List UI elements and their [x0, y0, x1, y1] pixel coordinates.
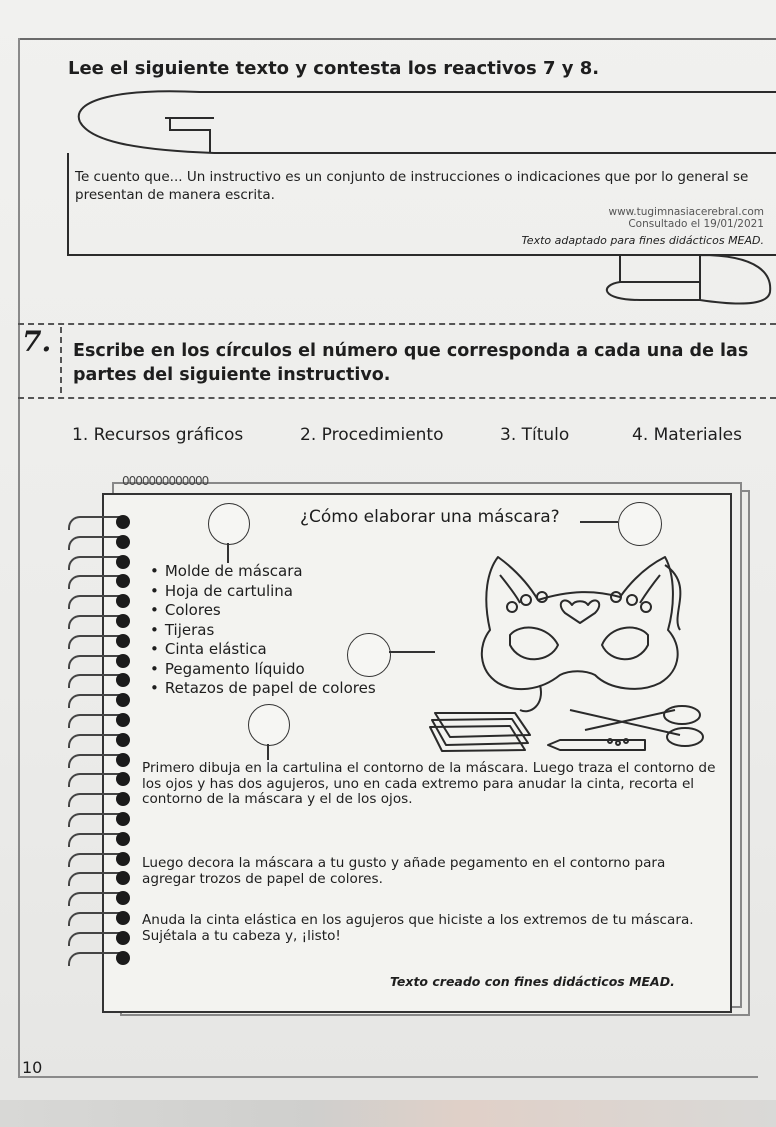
- question-box: [18, 323, 776, 399]
- crayon: [548, 740, 645, 750]
- ring-wire: [68, 872, 120, 886]
- procedure-step-3: Anuda la cinta elástica en los agujeros que hiciste a los extremos de tu máscara. Sujétala a tu cabeza y, ¡listo!: [142, 912, 694, 944]
- mask-illustration: [420, 545, 710, 760]
- spiral-ring: [68, 593, 138, 613]
- spiral-ring: [68, 712, 138, 732]
- mask-heart: [561, 600, 599, 623]
- source-url: www.tugimnasiacerebral.com: [608, 206, 764, 218]
- ring-hole: [116, 535, 130, 549]
- ring-wire: [68, 575, 120, 589]
- ring-wire: [68, 556, 120, 570]
- ring-wire: [68, 714, 120, 728]
- spiral-ring: [68, 554, 138, 574]
- scroll-banner: [0, 0, 776, 320]
- ring-wire: [68, 932, 120, 946]
- instructive-title: ¿Cómo elaborar una máscara?: [300, 507, 560, 527]
- spiral-ring: [68, 752, 138, 772]
- source-block: [608, 206, 764, 230]
- ring-hole: [116, 713, 130, 727]
- option-2: 2. Procedimiento: [300, 425, 444, 445]
- question-text: Escribe en los círculos el número que corresponda a cada una de las partes del siguiente instructivo.: [73, 341, 749, 385]
- ring-hole: [116, 891, 130, 905]
- answer-circle-procedure[interactable]: [248, 704, 290, 746]
- material-item: • Tijeras: [150, 621, 376, 641]
- mask-left-eye: [510, 628, 558, 660]
- material-item: • Molde de máscara: [150, 562, 376, 582]
- spiral-ring: [68, 573, 138, 593]
- ring-wire: [68, 674, 120, 688]
- ring-wire: [68, 773, 120, 787]
- spiral-ring: [68, 870, 138, 890]
- credit-note: Texto creado con fines didácticos MEAD.: [390, 974, 675, 989]
- spiral-ring: [68, 950, 138, 970]
- ring-hole: [116, 515, 130, 529]
- spiral-ring: [68, 851, 138, 871]
- spiral-ring: [68, 930, 138, 950]
- ring-hole: [116, 733, 130, 747]
- ring-wire: [68, 793, 120, 807]
- material-item: • Retazos de papel de colores: [150, 679, 376, 699]
- ring-wire: [68, 813, 120, 827]
- spiral-ring: [68, 831, 138, 851]
- circle-connector: [267, 744, 269, 760]
- ring-wire: [68, 655, 120, 669]
- spiral-ring: [68, 672, 138, 692]
- ring-hole: [116, 594, 130, 608]
- ring-wire: [68, 595, 120, 609]
- ring-hole: [116, 693, 130, 707]
- option-1: 1. Recursos gráficos: [72, 425, 244, 445]
- material-item: • Hoja de cartulina: [150, 582, 376, 602]
- option-4: 4. Materiales: [632, 425, 743, 445]
- ring-hole: [116, 951, 130, 965]
- ring-hole: [116, 852, 130, 866]
- ring-hole: [116, 812, 130, 826]
- spiral-ring: [68, 613, 138, 633]
- consulted-date: Consultado el 19/01/2021: [628, 218, 764, 230]
- mask-right-eye: [602, 628, 648, 660]
- circle-connector: [227, 543, 229, 563]
- spiral-ring: [68, 771, 138, 791]
- ring-hole: [116, 753, 130, 767]
- spiral-ring: [68, 890, 138, 910]
- ring-wire: [68, 892, 120, 906]
- circle-connector: [580, 521, 618, 523]
- spiral-ring: [68, 692, 138, 712]
- material-item: • Cinta elástica: [150, 640, 376, 660]
- ring-hole: [116, 911, 130, 925]
- spiral-ring: [68, 791, 138, 811]
- materials-list: [150, 562, 376, 699]
- notebook-top-spiral: 0000000000000: [122, 474, 209, 488]
- background-below-page: [0, 1100, 776, 1127]
- ring-wire: [68, 516, 120, 530]
- ring-wire: [68, 615, 120, 629]
- spiral-ring: [68, 633, 138, 653]
- material-item: • Pegamento líquido: [150, 660, 376, 680]
- cat-ear-inner-left: [500, 575, 520, 603]
- cat-ear-inner-right: [640, 575, 660, 603]
- ring-wire: [68, 833, 120, 847]
- material-item: • Colores: [150, 601, 376, 621]
- procedure-step-2: Luego decora la máscara a tu gusto y añade pegamento en el contorno para agregar trozos de papel de colores.: [142, 855, 666, 887]
- page-number: 10: [22, 1058, 43, 1077]
- ring-wire: [68, 734, 120, 748]
- spiral-ring: [68, 910, 138, 930]
- ring-wire: [68, 912, 120, 926]
- procedure-step-1: Primero dibuja en la cartulina el contorno de la máscara. Luego traza el contorno de los ojos y has dos agujeros, uno en cada extremo para anudar la cinta, recorta el contorno de la máscara y el de los ojos.: [142, 760, 716, 807]
- ring-hole: [116, 574, 130, 588]
- ring-wire: [68, 635, 120, 649]
- spiral-ring: [68, 534, 138, 554]
- ring-hole: [116, 931, 130, 945]
- option-3: 3. Título: [500, 425, 570, 445]
- bottom-border: [18, 1076, 758, 1078]
- ring-wire: [68, 694, 120, 708]
- question-number: 7.: [22, 325, 52, 358]
- ring-hole: [116, 673, 130, 687]
- ring-hole: [116, 792, 130, 806]
- scroll-text: Te cuento que... Un instructivo es un conjunto de instrucciones o indicaciones que por lo general se presentan de manera escrita.: [75, 169, 749, 203]
- adapted-note: Texto adaptado para fines didácticos MEAD.: [521, 234, 764, 247]
- ring-hole: [116, 555, 130, 569]
- ring-hole: [116, 654, 130, 668]
- spiral-ring: [68, 514, 138, 534]
- ring-hole: [116, 832, 130, 846]
- ring-hole: [116, 772, 130, 786]
- ring-hole: [116, 871, 130, 885]
- question-divider: [60, 327, 62, 393]
- answer-circle-title-left[interactable]: [208, 503, 250, 545]
- spiral-ring: [68, 653, 138, 673]
- ring-hole: [116, 614, 130, 628]
- ring-hole: [116, 634, 130, 648]
- ring-wire: [68, 853, 120, 867]
- intro-instruction: Lee el siguiente texto y contesta los reactivos 7 y 8.: [68, 58, 600, 79]
- ring-wire: [68, 536, 120, 550]
- ring-wire: [68, 952, 120, 966]
- spiral-ring: [68, 811, 138, 831]
- spiral-ring: [68, 732, 138, 752]
- answer-circle-title-right[interactable]: [618, 502, 662, 546]
- ring-wire: [68, 754, 120, 768]
